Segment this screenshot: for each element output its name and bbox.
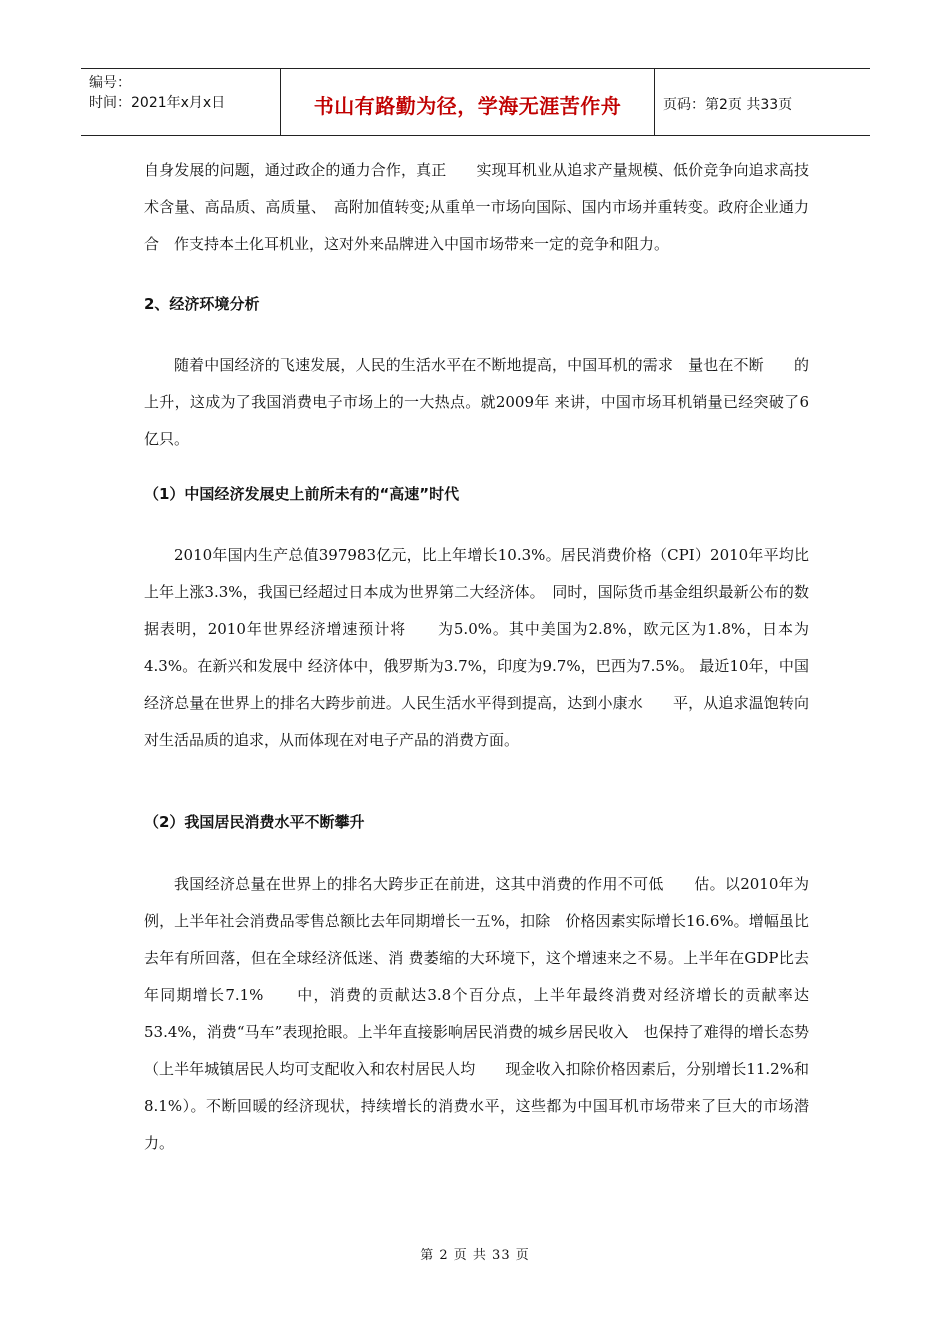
section-heading-economic-environment: 2、经济环境分析 xyxy=(144,295,260,313)
header-page-cell xyxy=(655,69,870,135)
document-body xyxy=(144,152,825,1162)
paragraph-gdp-statistics: 2010年国内生产总值397983亿元，比上年增长10.3%。居民消费价格（CPI）2010年平均比上年上涨3.3%，我国已经超过日本成为世界第二大经济体。 同时，国际货币基金组织最新公布的数据表明，2010年世界经济增速预计将 为5.0%。其中美国为2.8%，欧元区为1.8%，日本为4.3%。在新兴和发展中 经济体中，俄罗斯为3.7%，印度为9.7%，巴西为7.5%。 最近10年，中国 经济总量在世界上的排名大跨步前进。人民生活水平得到提高，达到小康水 平，从追求温饱转向对生活品质的追求，从而体现在对电子产品的消费方面。 xyxy=(144,546,825,749)
page-footer: 第 2 页 共 33 页 xyxy=(420,1248,530,1263)
header-motto: 书山有路勤为径，学海无涯苦作舟 xyxy=(313,93,622,118)
header-page-info: 页码：第2页 共33页 xyxy=(663,97,793,113)
paragraph-continued: 自身发展的问题，通过政企的通力合作，真正 实现耳机业从追求产量规模、低价竞争向追求高技术含量、高品质、高质量、 高附加值转变;从重单一市场向国际、国内市场并重转变。政府企业通力合 作支持本土化耳机业，这对外来品牌进入中国市场带来一定的竞争和阻力。 xyxy=(144,161,809,253)
paragraph-economic-intro: 随着中国经济的飞速发展，人民的生活水平在不断地提高，中国耳机的需求 量也在不断 的上升，这成为了我国消费电子市场上的一大热点。就2009年 来讲，中国市场耳机销量已经突破了6亿只。 xyxy=(144,356,809,448)
paragraph-consumption-statistics: 我国经济总量在世界上的排名大跨步正在前进，这其中消费的作用不可低 估。以2010年为例，上半年社会消费品零售总额比去年同期增长一五%，扣除 价格因素实际增长16.6%。增幅虽比去年有所回落，但在全球经济低迷、消 费萎缩的大环境下，这个增速来之不易。上半年在GDP比去年同期增长7.1% 中，消费的贡献达3.8个百分点，上半年最终消费对经济增长的贡献率达 53.4%，消费“马车”表现抢眼。上半年直接影响居民消费的城乡居民收入 也保持了难得的增长态势（上半年城镇居民人均可支配收入和农村居民人均 现金收入扣除价格因素后，分别增长11.2%和8.1%）。不断回暖的经济现状，持续增长的消费水平，这些都为中国耳机市场带来了巨大的市场潜力。 xyxy=(144,875,825,1152)
document-number-label: 编号： xyxy=(89,75,131,91)
document-header xyxy=(81,68,870,136)
header-motto-cell xyxy=(281,69,655,135)
document-date-label: 时间：2021年x月x日 xyxy=(89,95,226,111)
header-meta-cell xyxy=(81,69,281,135)
subsection-heading-consumption-level: （2）我国居民消费水平不断攀升 xyxy=(144,813,365,831)
subsection-heading-high-speed-era: （1）中国经济发展史上前所未有的“高速”时代 xyxy=(144,485,460,503)
